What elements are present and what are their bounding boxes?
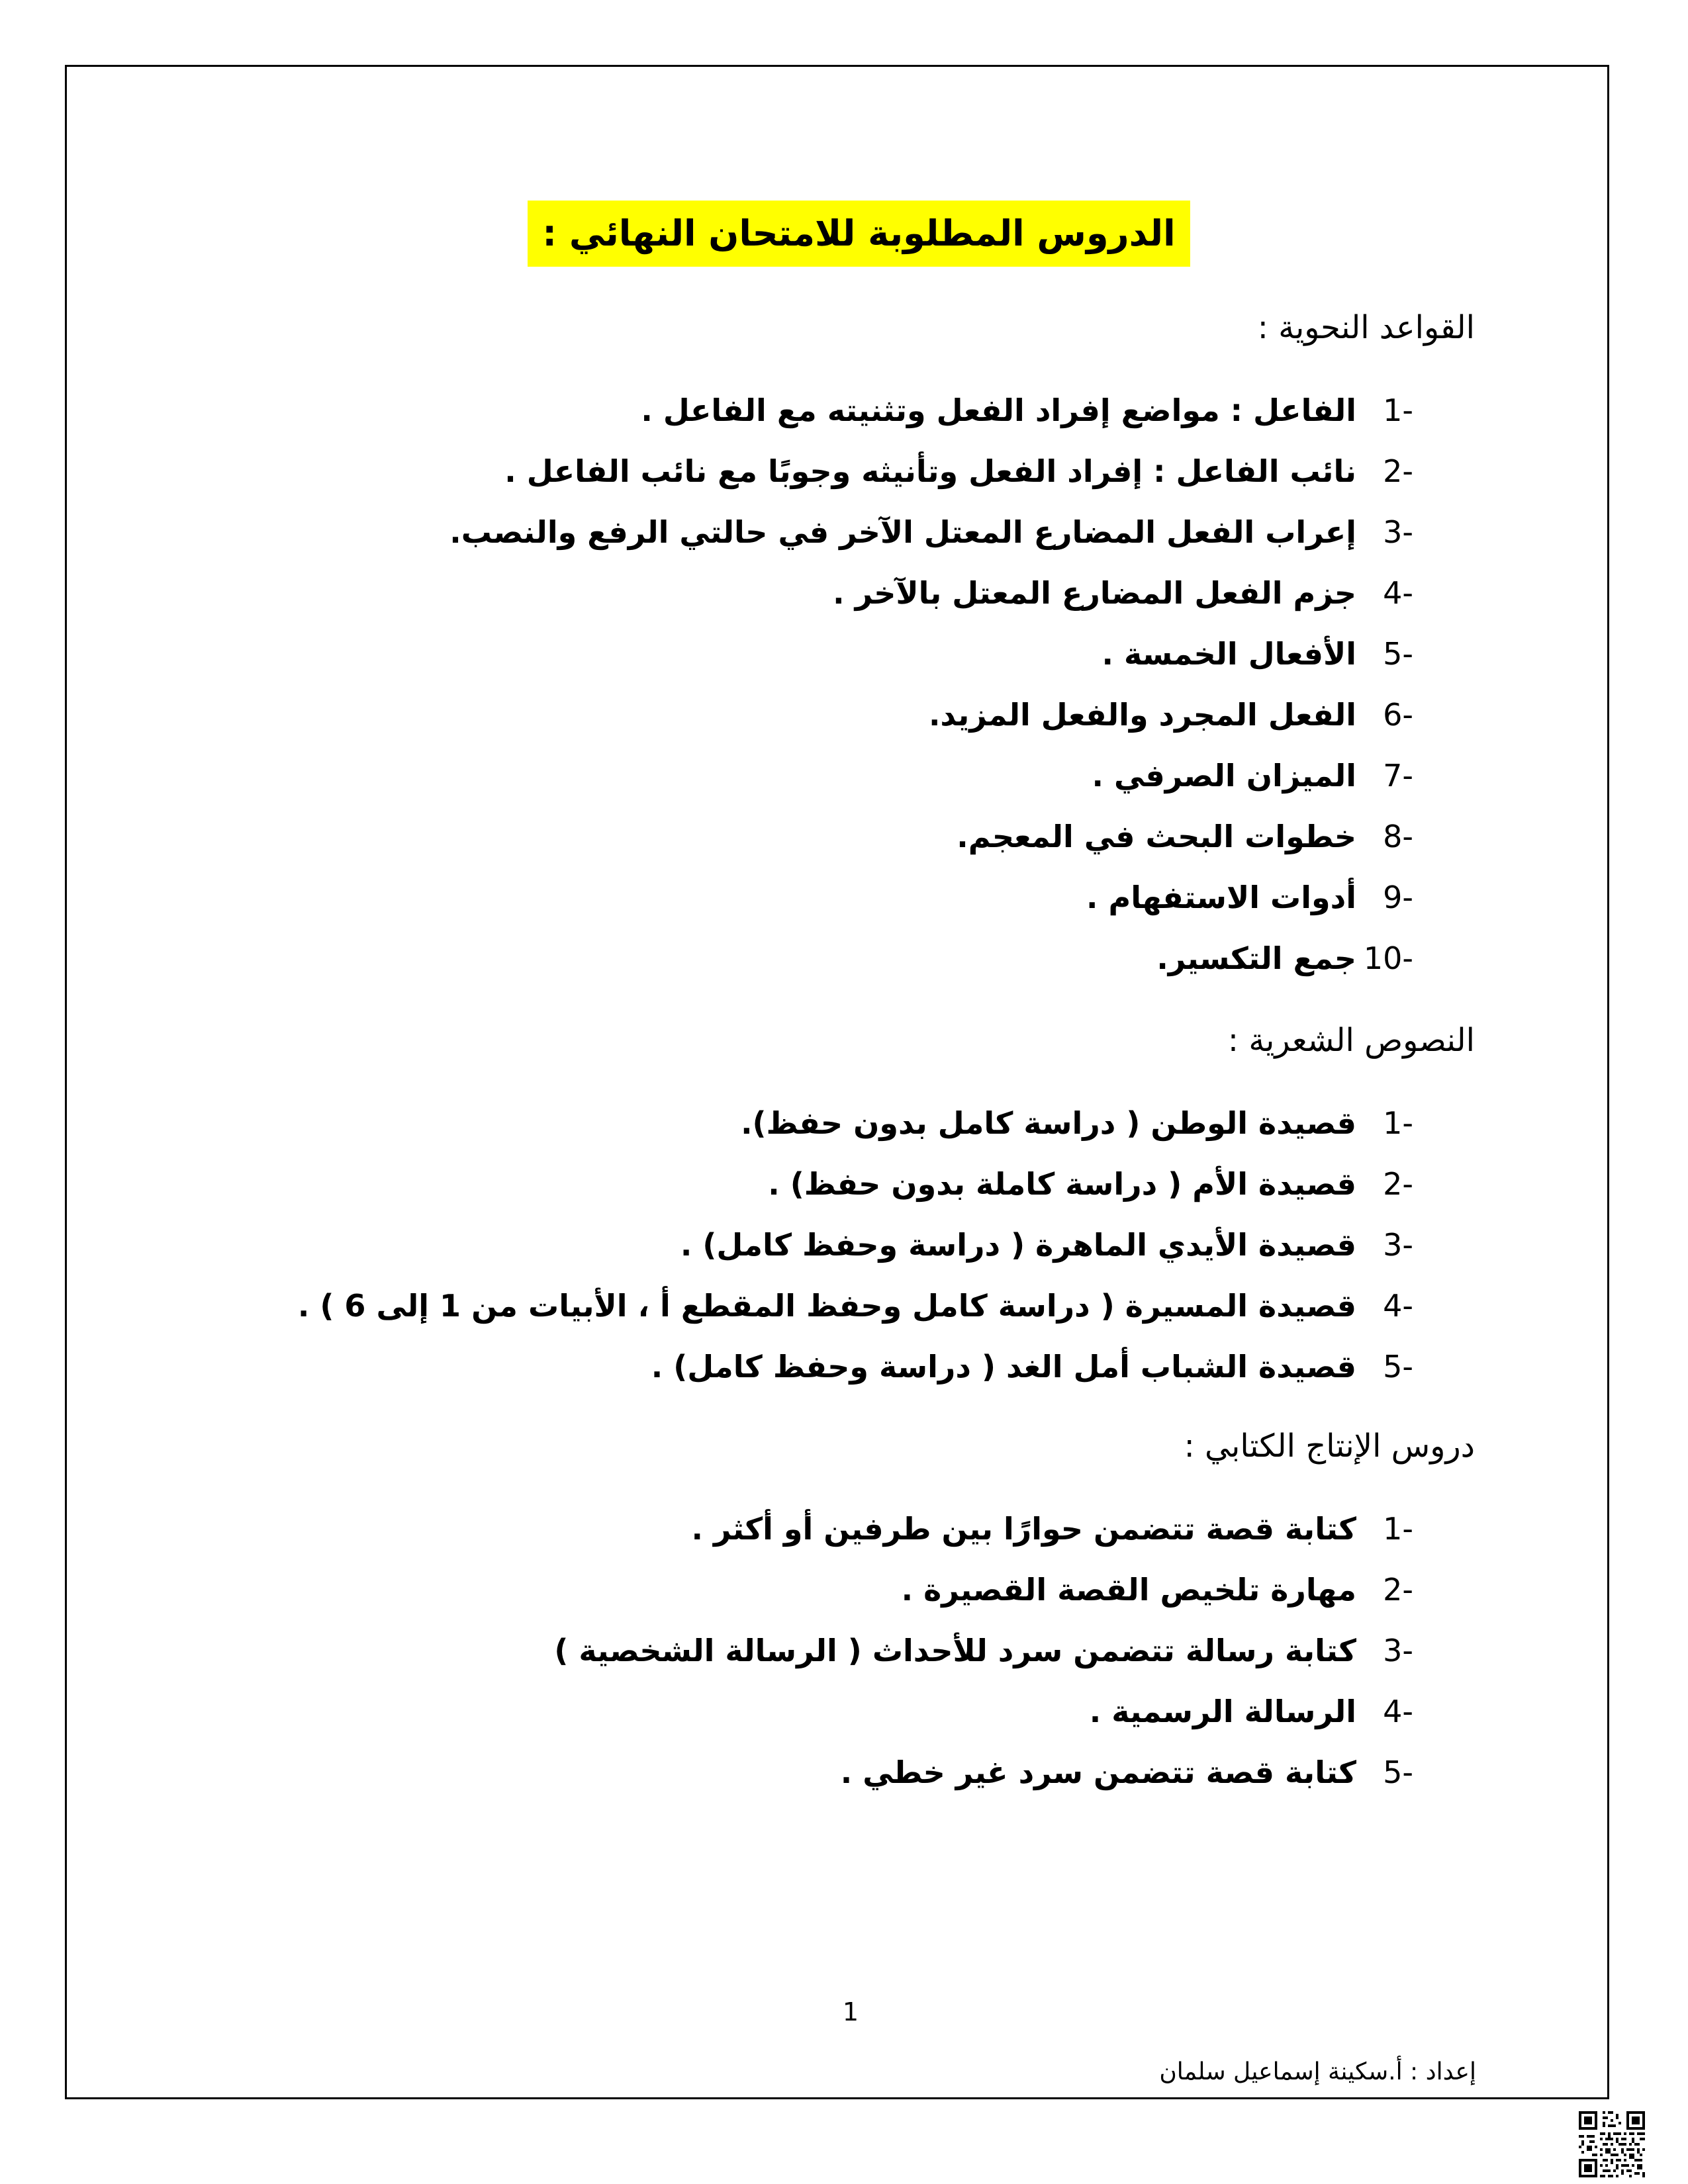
item-number: 3- — [1383, 1633, 1413, 1668]
item-number: 3- — [1383, 514, 1413, 550]
item-number: 1- — [1383, 392, 1413, 428]
list-item — [449, 441, 1413, 502]
list-item — [554, 1559, 1413, 1620]
item-text: مهارة تلخيص القصة القصيرة . — [901, 1572, 1356, 1608]
list-item — [554, 1498, 1413, 1559]
poetry-list — [298, 1093, 1413, 1397]
list-item — [298, 1214, 1413, 1275]
item-number: 10- — [1363, 940, 1413, 976]
item-number: 1- — [1383, 1511, 1413, 1547]
item-number: 5- — [1383, 1754, 1413, 1790]
item-number: 8- — [1383, 819, 1413, 854]
title-container — [0, 201, 1688, 267]
list-item — [449, 867, 1413, 928]
list-item — [449, 563, 1413, 623]
item-number: 4- — [1383, 575, 1413, 611]
item-number: 7- — [1383, 758, 1413, 794]
list-item — [298, 1093, 1413, 1154]
item-text: نائب الفاعل : إفراد الفعل وتأنيثه وجوبًا مع نائب الفاعل . — [504, 453, 1356, 489]
item-text: خطوات البحث في المعجم. — [957, 819, 1356, 854]
section-heading-poetry: النصوص الشعرية : — [1227, 1022, 1475, 1059]
writing-list — [554, 1498, 1413, 1803]
item-text: كتابة قصة تتضمن سرد غير خطي . — [840, 1754, 1356, 1790]
list-item — [298, 1336, 1413, 1397]
list-item — [298, 1154, 1413, 1214]
list-item — [554, 1620, 1413, 1681]
list-item — [449, 502, 1413, 563]
list-item — [449, 623, 1413, 684]
list-item — [449, 928, 1413, 989]
item-text: قصيدة المسيرة ( دراسة كامل وحفظ المقطع أ ، الأبيات من 1 إلى 6 ) . — [297, 1288, 1356, 1324]
item-text: قصيدة الشباب أمل الغد ( دراسة وحفظ كامل) . — [651, 1349, 1356, 1385]
item-number: 2- — [1383, 453, 1413, 489]
item-number: 5- — [1383, 1349, 1413, 1385]
list-item — [449, 380, 1413, 441]
item-text: إعراب الفعل المضارع المعتل الآخر في حالتي الرفع والنصب. — [449, 514, 1356, 550]
item-text: الرسالة الرسمية . — [1089, 1694, 1356, 1729]
author-credit: إعداد : أ.سكينة إسماعيل سلمان — [1159, 2058, 1476, 2085]
item-number: 1- — [1383, 1105, 1413, 1141]
list-item — [554, 1742, 1413, 1803]
item-text: جزم الفعل المضارع المعتل بالآخر . — [833, 575, 1356, 611]
section-heading-writing: دروس الإنتاج الكتابي : — [1184, 1428, 1475, 1465]
item-text: الفعل المجرد والفعل المزيد. — [928, 697, 1356, 733]
item-text: الميزان الصرفي . — [1092, 758, 1356, 794]
item-text: جمع التكسير. — [1156, 940, 1356, 976]
item-text: قصيدة الوطن ( دراسة كامل بدون حفظ). — [741, 1105, 1356, 1141]
qr-code-icon — [1579, 2111, 1645, 2177]
item-text: أدوات الاستفهام . — [1086, 880, 1356, 915]
item-number: 6- — [1383, 697, 1413, 733]
item-number: 2- — [1383, 1166, 1413, 1202]
item-text: كتابة قصة تتضمن حوارًا بين طرفين أو أكثر . — [691, 1511, 1356, 1547]
item-text: كتابة رسالة تتضمن سرد للأحداث ( الرسالة الشخصية ) — [554, 1633, 1356, 1668]
item-number: 3- — [1383, 1227, 1413, 1263]
item-number: 9- — [1383, 880, 1413, 915]
section-heading-grammar: القواعد النحوية : — [1257, 309, 1475, 346]
item-text: الفاعل : مواضع إفراد الفعل وتثنيته مع الفاعل . — [641, 392, 1356, 428]
item-text: الأفعال الخمسة . — [1102, 636, 1356, 672]
item-text: قصيدة الأيدي الماهرة ( دراسة وحفظ كامل) . — [680, 1227, 1356, 1263]
item-number: 2- — [1383, 1572, 1413, 1608]
item-number: 5- — [1383, 636, 1413, 672]
item-number: 4- — [1383, 1694, 1413, 1729]
page-title: الدروس المطلوبة للامتحان النهائي : — [528, 201, 1190, 267]
list-item — [449, 745, 1413, 806]
list-item — [554, 1681, 1413, 1742]
item-number: 4- — [1383, 1288, 1413, 1324]
page-number: 1 — [842, 1997, 859, 2026]
grammar-list — [449, 380, 1413, 989]
list-item — [449, 684, 1413, 745]
list-item — [449, 806, 1413, 867]
item-text: قصيدة الأم ( دراسة كاملة بدون حفظ) . — [768, 1166, 1356, 1202]
list-item — [298, 1275, 1413, 1336]
